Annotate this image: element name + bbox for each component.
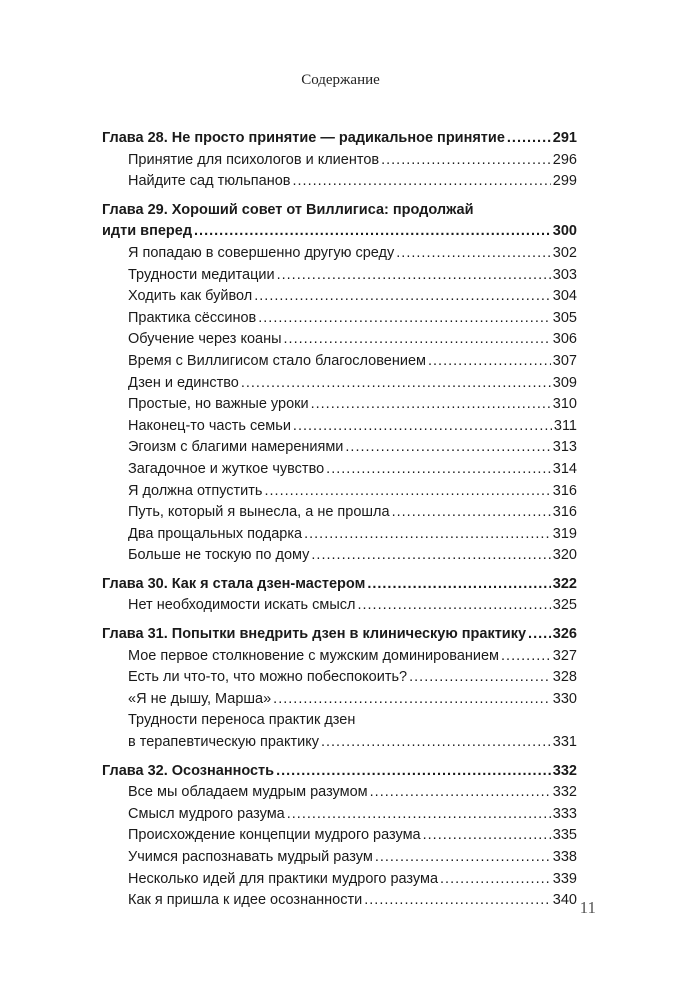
dot-leader <box>276 761 551 783</box>
toc-entry[interactable] <box>102 286 577 308</box>
entry-title: Ходить как буйвол <box>128 288 253 305</box>
entry-title: Путь, который я вынесла, а не прошла <box>128 504 390 521</box>
page-ref: 325 <box>552 597 577 614</box>
dot-leader <box>287 804 551 826</box>
entry-title: Смысл мудрого разума <box>128 805 285 822</box>
page-number: 11 <box>579 898 596 917</box>
toc-entry[interactable] <box>102 459 577 481</box>
page-ref: 338 <box>552 849 577 865</box>
dot-leader <box>194 221 551 243</box>
page-ref: 310 <box>552 396 577 413</box>
chapter-heading[interactable] <box>102 624 577 646</box>
toc-entry[interactable] <box>102 150 577 172</box>
page-ref: 319 <box>552 525 577 542</box>
toc-entry[interactable] <box>102 373 577 395</box>
chapter-32 <box>102 761 577 912</box>
page-ref: 320 <box>552 547 577 564</box>
entry-title: Нет необходимости искать смысл <box>128 597 356 614</box>
entry-title: Я попадаю в совершенно другую среду <box>128 244 395 261</box>
dot-leader <box>311 545 550 567</box>
dot-leader <box>264 481 550 503</box>
page-ref: 335 <box>552 827 577 844</box>
page-ref: 300 <box>552 223 577 240</box>
dot-leader <box>381 150 551 172</box>
page-ref: 331 <box>552 734 577 751</box>
page-ref: 327 <box>552 647 577 664</box>
page-ref: 313 <box>552 439 577 456</box>
toc-entry[interactable] <box>102 394 577 416</box>
page-ref: 307 <box>552 352 577 369</box>
toc-entry[interactable] <box>102 437 577 459</box>
page-ref: 296 <box>552 151 577 168</box>
entry-title: Наконец-то часть семьи <box>128 417 291 434</box>
page-ref: 340 <box>552 892 577 909</box>
chapter-30 <box>102 574 577 617</box>
entry-title: Простые, но важные уроки <box>128 396 309 413</box>
page-ref: 306 <box>552 331 577 348</box>
chapter-title-line: Глава 29. Хороший совет от Виллигиса: продолжай <box>102 201 474 218</box>
entry-title: в терапевтическую практику <box>128 734 319 751</box>
dot-leader <box>292 171 550 193</box>
entry-title: Несколько идей для практики мудрого разума <box>128 870 439 887</box>
dot-leader <box>507 128 551 150</box>
entry-title: Трудности медитации <box>128 266 275 283</box>
page-title: Содержание <box>301 72 380 88</box>
page-ref: 332 <box>552 784 577 801</box>
toc-entry[interactable] <box>102 502 577 524</box>
entry-title: Практика сёссинов <box>128 309 257 326</box>
toc-entry[interactable] <box>102 825 577 847</box>
toc-entry[interactable] <box>102 646 577 668</box>
chapter-heading[interactable] <box>102 128 577 150</box>
dot-leader <box>311 394 551 416</box>
page-ref: 303 <box>552 266 577 283</box>
toc-entry[interactable] <box>102 243 577 265</box>
page-ref: 302 <box>552 244 577 261</box>
toc-entry[interactable] <box>102 595 577 617</box>
dot-leader <box>241 373 551 395</box>
toc-entry[interactable] <box>102 782 577 804</box>
toc-entry[interactable] <box>102 329 577 351</box>
dot-leader <box>392 502 551 524</box>
chapter-title: Глава 28. Не просто принятие — радикальное принятие <box>102 130 505 146</box>
entry-title: Все мы обладаем мудрым разумом <box>128 784 368 801</box>
dot-leader <box>440 869 551 891</box>
page-ref: 291 <box>552 130 577 146</box>
entry-title: Происхождение концепции мудрого разума <box>128 827 421 844</box>
page-ref: 304 <box>552 288 577 305</box>
page-ref: 305 <box>552 309 577 326</box>
dot-leader <box>277 265 551 287</box>
chapter-heading[interactable] <box>102 574 577 596</box>
table-of-contents <box>102 128 577 919</box>
page-ref: 333 <box>552 805 577 822</box>
chapter-heading[interactable] <box>102 221 577 243</box>
toc-entry[interactable] <box>102 171 577 193</box>
toc-entry[interactable] <box>102 265 577 287</box>
entry-title: Мое первое столкновение с мужским доминированием <box>128 647 500 664</box>
dot-leader <box>428 351 551 373</box>
chapter-28 <box>102 128 577 193</box>
chapter-29 <box>102 200 577 567</box>
dot-leader <box>293 416 552 438</box>
page-ref: 316 <box>552 504 577 521</box>
page-ref: 314 <box>552 460 577 477</box>
entry-title: Дзен и единство <box>128 374 239 391</box>
page-ref: 299 <box>552 173 577 190</box>
entry-title: Обучение через коаны <box>128 331 282 348</box>
dot-leader <box>284 329 551 351</box>
page-ref: 339 <box>552 870 577 887</box>
entry-title: Принятие для психологов и клиентов <box>128 151 380 168</box>
dot-leader <box>357 595 550 617</box>
chapter-title: Глава 32. Осознанность <box>102 762 275 779</box>
toc-entry[interactable] <box>102 351 577 373</box>
dot-leader <box>409 667 551 689</box>
dot-leader <box>528 624 551 646</box>
dot-leader <box>501 646 551 668</box>
entry-title: Больше не тоскую по дому <box>128 547 310 564</box>
page-ref: 326 <box>552 626 577 643</box>
page-ref: 332 <box>552 762 577 779</box>
dot-leader <box>258 308 551 330</box>
chapter-31 <box>102 624 577 754</box>
chapter-heading[interactable] <box>102 761 577 783</box>
page-ref: 309 <box>552 374 577 391</box>
page-ref: 322 <box>552 575 577 592</box>
page-ref: 316 <box>552 482 577 499</box>
entry-title: Как я пришла к идее осознанности <box>128 892 363 909</box>
entry-title: Два прощальных подарка <box>128 525 303 542</box>
chapter-title: Глава 30. Как я стала дзен-мастером <box>102 575 366 592</box>
dot-leader <box>375 847 551 869</box>
toc-entry[interactable] <box>102 308 577 330</box>
dot-leader <box>423 825 551 847</box>
page-ref: 311 <box>553 417 577 434</box>
entry-title: Учимся распознавать мудрый разум <box>128 849 373 865</box>
toc-entry[interactable] <box>102 732 577 754</box>
toc-entry[interactable] <box>102 804 577 826</box>
toc-entry[interactable] <box>102 545 577 567</box>
dot-leader <box>273 689 551 711</box>
chapter-title: Глава 31. Попытки внедрить дзен в клиническую практику <box>102 626 527 643</box>
dot-leader <box>326 459 551 481</box>
entry-title: Есть ли что-то, что можно побеспокоить? <box>128 669 408 686</box>
page-ref: 330 <box>552 690 577 707</box>
entry-title-line: Трудности переноса практик дзен <box>128 712 356 729</box>
toc-entry[interactable] <box>102 416 577 438</box>
dot-leader <box>321 732 551 754</box>
dot-leader <box>370 782 551 804</box>
toc-entry[interactable] <box>102 524 577 546</box>
dot-leader <box>396 243 551 265</box>
dot-leader <box>254 286 551 308</box>
toc-entry[interactable] <box>102 667 577 689</box>
dot-leader <box>304 524 551 546</box>
toc-entry[interactable] <box>102 689 577 711</box>
dot-leader <box>345 437 550 459</box>
toc-entry[interactable] <box>102 481 577 503</box>
entry-title: Найдите сад тюльпанов <box>128 173 291 190</box>
entry-title: «Я не дышу, Марша» <box>128 690 272 707</box>
entry-title: Загадочное и жуткое чувство <box>128 460 325 477</box>
toc-entry[interactable] <box>102 869 577 891</box>
entry-title: Время с Виллигисом стало благословением <box>128 352 426 369</box>
entry-title: Эгоизм с благими намерениями <box>128 439 344 456</box>
dot-leader <box>367 574 550 596</box>
toc-entry[interactable] <box>102 847 577 869</box>
chapter-title: идти вперед <box>102 223 193 240</box>
entry-title: Я должна отпустить <box>128 482 263 499</box>
page-ref: 328 <box>552 669 577 686</box>
